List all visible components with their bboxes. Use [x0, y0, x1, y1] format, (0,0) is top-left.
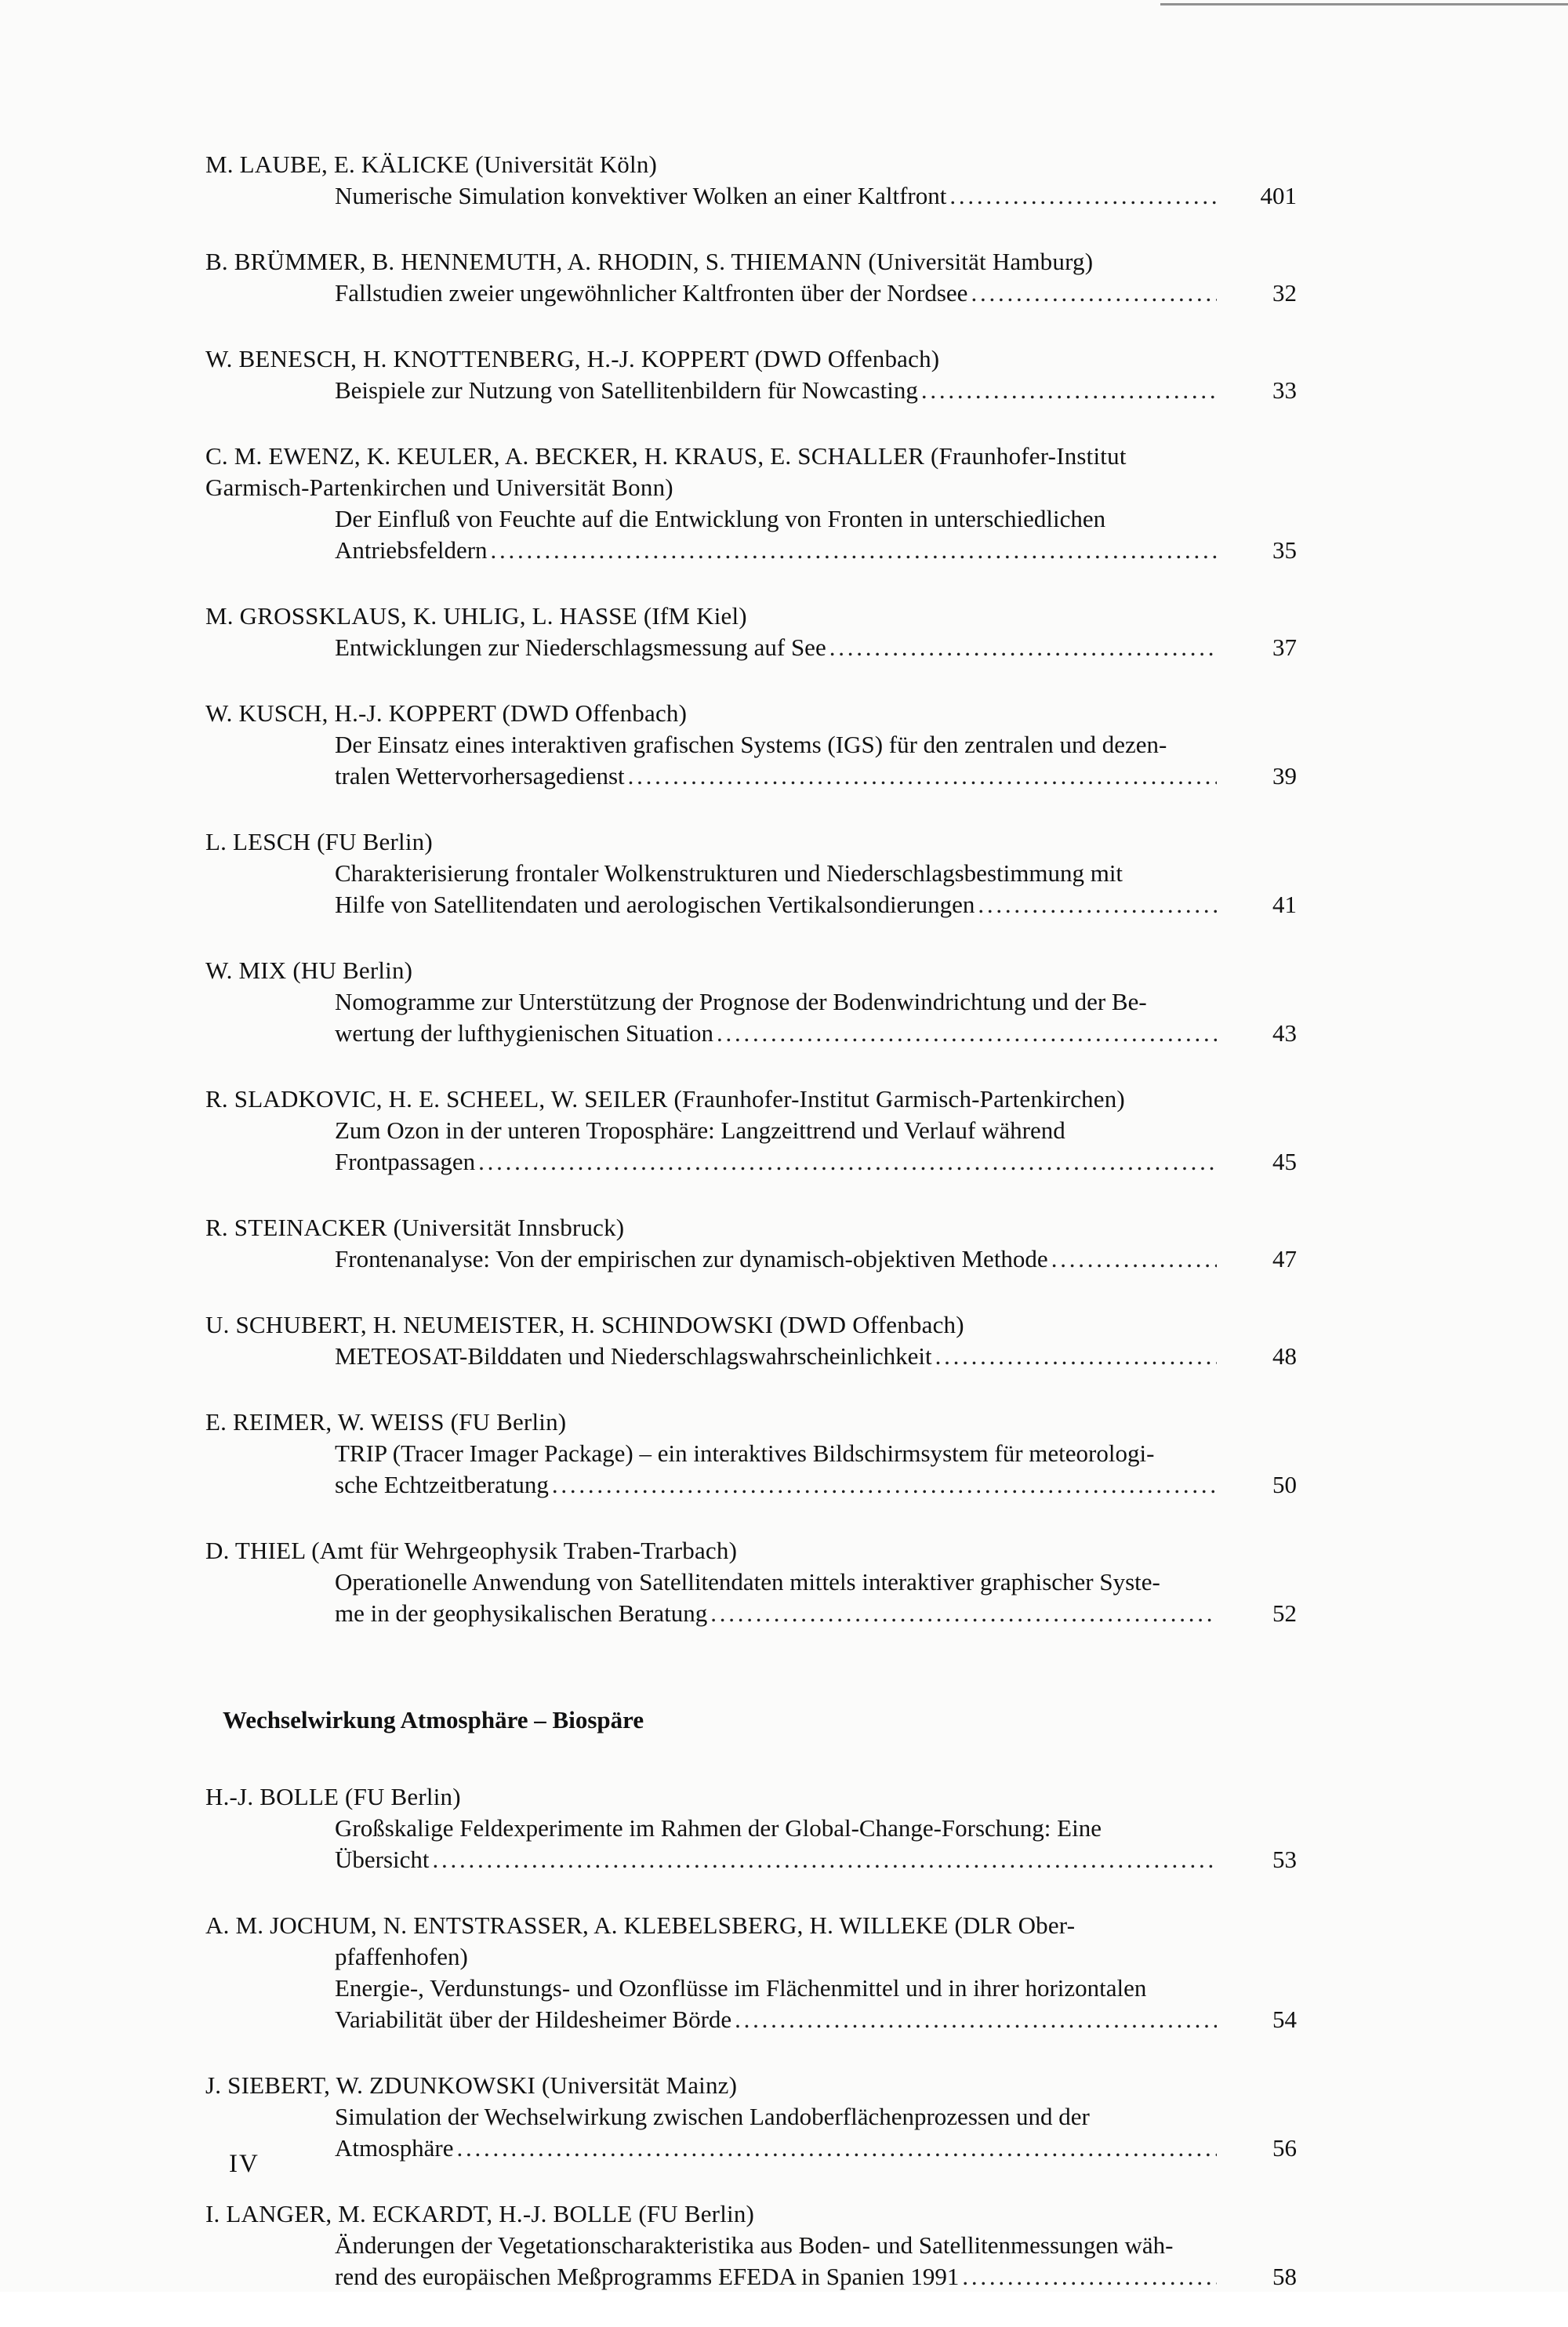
entry-page-number: 52 [1272, 1599, 1297, 1627]
entry-title-line: tralen Wettervorhersagedienst [335, 762, 625, 790]
entry-authors: B. BRÜMMER, B. HENNEMUTH, A. RHODIN, S. THIEMANN (Universität Hamburg) [205, 248, 1094, 275]
entry-title-line: Entwicklungen zur Niederschlagsmessung auf See [335, 633, 826, 661]
entry-page-number: 35 [1272, 536, 1297, 564]
dot-leader [457, 2133, 1217, 2164]
entry-title [205, 2101, 1319, 2164]
toc-entry [205, 1535, 1319, 1629]
dot-leader [491, 535, 1217, 566]
top-edge-rule [1160, 3, 1568, 5]
entry-authors: R. STEINACKER (Universität Innsbruck) [205, 1214, 625, 1241]
entry-title-line: Numerische Simulation konvektiver Wolken an einer Kaltfront [335, 182, 947, 209]
entry-title-line: Hilfe von Satellitendaten und aerologischen Vertikalsondierungen [335, 891, 975, 918]
entry-page-number: 47 [1272, 1245, 1297, 1272]
dot-leader [710, 1598, 1217, 1629]
dot-leader [978, 889, 1217, 920]
entry-title-line: Zum Ozon in der unteren Troposphäre: Langzeittrend und Verlauf während [335, 1116, 1065, 1144]
dot-leader [1051, 1243, 1217, 1275]
entry-page-number: 50 [1272, 1471, 1297, 1498]
toc-entry [205, 1084, 1319, 1178]
entry-title-line: rend des europäischen Meßprogramms EFEDA in Spanien 1991 [335, 2263, 960, 2290]
entry-title [205, 1813, 1319, 1875]
toc-entry [205, 1309, 1319, 1372]
entry-title-line: Frontpassagen [335, 1148, 476, 1175]
entry-title-line: Fallstudien zweier ungewöhnlicher Kaltfronten über der Nordsee [335, 279, 968, 307]
entry-title-line: Änderungen der Vegetationscharakteristika aus Boden- und Satellitenmessungen wäh- [335, 2231, 1174, 2259]
entry-page-number: 41 [1272, 891, 1297, 918]
entry-authors: W. KUSCH, H.-J. KOPPERT (DWD Offenbach) [205, 699, 688, 727]
dot-leader [935, 1341, 1217, 1372]
table-of-contents [205, 149, 1319, 2327]
dot-leader [921, 375, 1217, 406]
entry-title [205, 632, 1319, 663]
entry-authors: W. MIX (HU Berlin) [205, 957, 413, 984]
entry-title [205, 1115, 1319, 1178]
dot-leader [735, 2004, 1217, 2035]
toc-entry [205, 2198, 1319, 2293]
entry-title-line: sche Echtzeitberatung [335, 1471, 549, 1498]
dot-leader [829, 632, 1217, 663]
toc-entry [205, 698, 1319, 792]
entry-authors: U. SCHUBERT, H. NEUMEISTER, H. SCHINDOWSKI (DWD Offenbach) [205, 1311, 964, 1338]
entry-page-number: 56 [1272, 2134, 1297, 2162]
entry-authors-continued: pfaffenhofen) [335, 1943, 468, 1970]
entry-authors: W. BENESCH, H. KNOTTENBERG, H.-J. KOPPERT (DWD Offenbach) [205, 345, 940, 372]
entry-title [205, 986, 1319, 1049]
entry-title [205, 1973, 1319, 2035]
dot-leader [962, 2261, 1217, 2293]
entry-page-number: 401 [1260, 182, 1297, 209]
entry-authors: A. M. JOCHUM, N. ENTSTRASSER, A. KLEBELSBERG, H. WILLEKE (DLR Ober- [205, 1911, 1076, 1939]
page-folio: IV [229, 2150, 260, 2178]
toc-entry [205, 441, 1319, 566]
toc-entry [205, 1407, 1319, 1501]
toc-entry [205, 2070, 1319, 2164]
entry-page-number: 58 [1272, 2263, 1297, 2290]
entry-title [205, 1243, 1319, 1275]
entry-page-number: 39 [1272, 762, 1297, 790]
entry-title-line: me in der geophysikalischen Beratung [335, 1599, 708, 1627]
toc-entry [205, 1212, 1319, 1275]
entry-title [205, 729, 1319, 792]
entry-authors: L. LESCH (FU Berlin) [205, 828, 433, 855]
entry-authors: M. GROSSKLAUS, K. UHLIG, L. HASSE (IfM Kiel) [205, 602, 747, 630]
entry-title-line: Simulation der Wechselwirkung zwischen Landoberflächenprozessen und der [335, 2103, 1090, 2130]
dot-leader [717, 1018, 1217, 1049]
toc-entry [205, 955, 1319, 1049]
entry-title-line: TRIP (Tracer Imager Package) – ein interaktives Bildschirmsystem für meteorologi- [335, 1439, 1155, 1467]
toc-entry [205, 1781, 1319, 1875]
entry-authors: H.-J. BOLLE (FU Berlin) [205, 1783, 461, 1810]
entry-title-line: Operationelle Anwendung von Satellitendaten mittels interaktiver graphischer Syste- [335, 1568, 1160, 1596]
dot-leader [971, 278, 1217, 309]
entry-title [205, 278, 1319, 309]
entry-page-number: 48 [1272, 1342, 1297, 1370]
entry-page-number: 32 [1272, 279, 1297, 307]
entry-page-number: 33 [1272, 376, 1297, 404]
entry-page-number: 45 [1272, 1148, 1297, 1175]
toc-part-1 [205, 149, 1319, 1629]
entry-title [205, 1438, 1319, 1501]
dot-leader [552, 1469, 1217, 1501]
entry-authors: J. SIEBERT, W. ZDUNKOWSKI (Universität Mainz) [205, 2071, 738, 2099]
entry-title [205, 503, 1319, 566]
entry-page-number: 37 [1272, 633, 1297, 661]
toc-entry [205, 601, 1319, 663]
entry-title-line: Frontenanalyse: Von der empirischen zur dynamisch-objektiven Methode [335, 1245, 1048, 1272]
entry-title [205, 2230, 1319, 2293]
entry-page-number: 43 [1272, 1019, 1297, 1047]
dot-leader [478, 1146, 1217, 1178]
entry-title-line: Beispiele zur Nutzung von Satellitenbildern für Nowcasting [335, 376, 918, 404]
entry-authors: D. THIEL (Amt für Wehrgeophysik Traben-Trarbach) [205, 1537, 738, 1564]
entry-page-number: 54 [1272, 2006, 1297, 2033]
entry-title [205, 180, 1319, 212]
entry-title [205, 375, 1319, 406]
toc-entry [205, 149, 1319, 212]
toc-entry [205, 826, 1319, 920]
toc-part-2 [205, 1781, 1319, 2293]
entry-title-line: Energie-, Verdunstungs- und Ozonflüsse im Flächenmittel und in ihrer horizontalen [335, 1974, 1147, 2002]
entry-authors: C. M. EWENZ, K. KEULER, A. BECKER, H. KRAUS, E. SCHALLER (Fraunhofer-Institut Garmisch-Partenkirchen und Universität Bonn) [205, 442, 1127, 501]
dot-leader [628, 761, 1217, 792]
dot-leader [949, 180, 1217, 212]
entry-title [205, 1341, 1319, 1372]
toc-entry [205, 246, 1319, 309]
entry-title-line: Nomogramme zur Unterstützung der Prognose der Bodenwindrichtung und der Be- [335, 988, 1147, 1015]
entry-title-line: Übersicht [335, 1846, 430, 1873]
entry-authors: R. SLADKOVIC, H. E. SCHEEL, W. SEILER (Fraunhofer-Institut Garmisch-Partenkirchen) [205, 1085, 1125, 1113]
entry-title-line: Großskalige Feldexperimente im Rahmen der Global-Change-Forschung: Eine [335, 1814, 1102, 1842]
entry-title-line: METEOSAT-Bilddaten und Niederschlagswahrscheinlichkeit [335, 1342, 932, 1370]
entry-authors: I. LANGER, M. ECKARDT, H.-J. BOLLE (FU Berlin) [205, 2200, 755, 2227]
entry-authors: M. LAUBE, E. KÄLICKE (Universität Köln) [205, 151, 658, 178]
entry-title-line: wertung der lufthygienischen Situation [335, 1019, 713, 1047]
entry-title-line: Variabilität über der Hildesheimer Börde [335, 2006, 732, 2033]
entry-title-line: Charakterisierung frontaler Wolkenstrukturen und Niederschlagsbestimmung mit [335, 859, 1123, 887]
entry-title [205, 1566, 1319, 1629]
entry-title-line: Der Einfluß von Feuchte auf die Entwicklung von Fronten in unterschiedlichen [335, 505, 1106, 532]
entry-title-line: Der Einsatz eines interaktiven grafischen Systems (IGS) für den zentralen und dezen- [335, 731, 1167, 758]
toc-entry [205, 343, 1319, 406]
entry-authors: E. REIMER, W. WEISS (FU Berlin) [205, 1408, 567, 1436]
entry-page-number: 53 [1272, 1846, 1297, 1873]
dot-leader [433, 1844, 1217, 1875]
toc-entry [205, 1910, 1319, 2035]
entry-title [205, 858, 1319, 920]
entry-title-line: Antriebsfeldern [335, 536, 488, 564]
section-heading: Wechselwirkung Atmosphäre – Biospäre [223, 1706, 644, 1733]
entry-title-line: Atmosphäre [335, 2134, 454, 2162]
